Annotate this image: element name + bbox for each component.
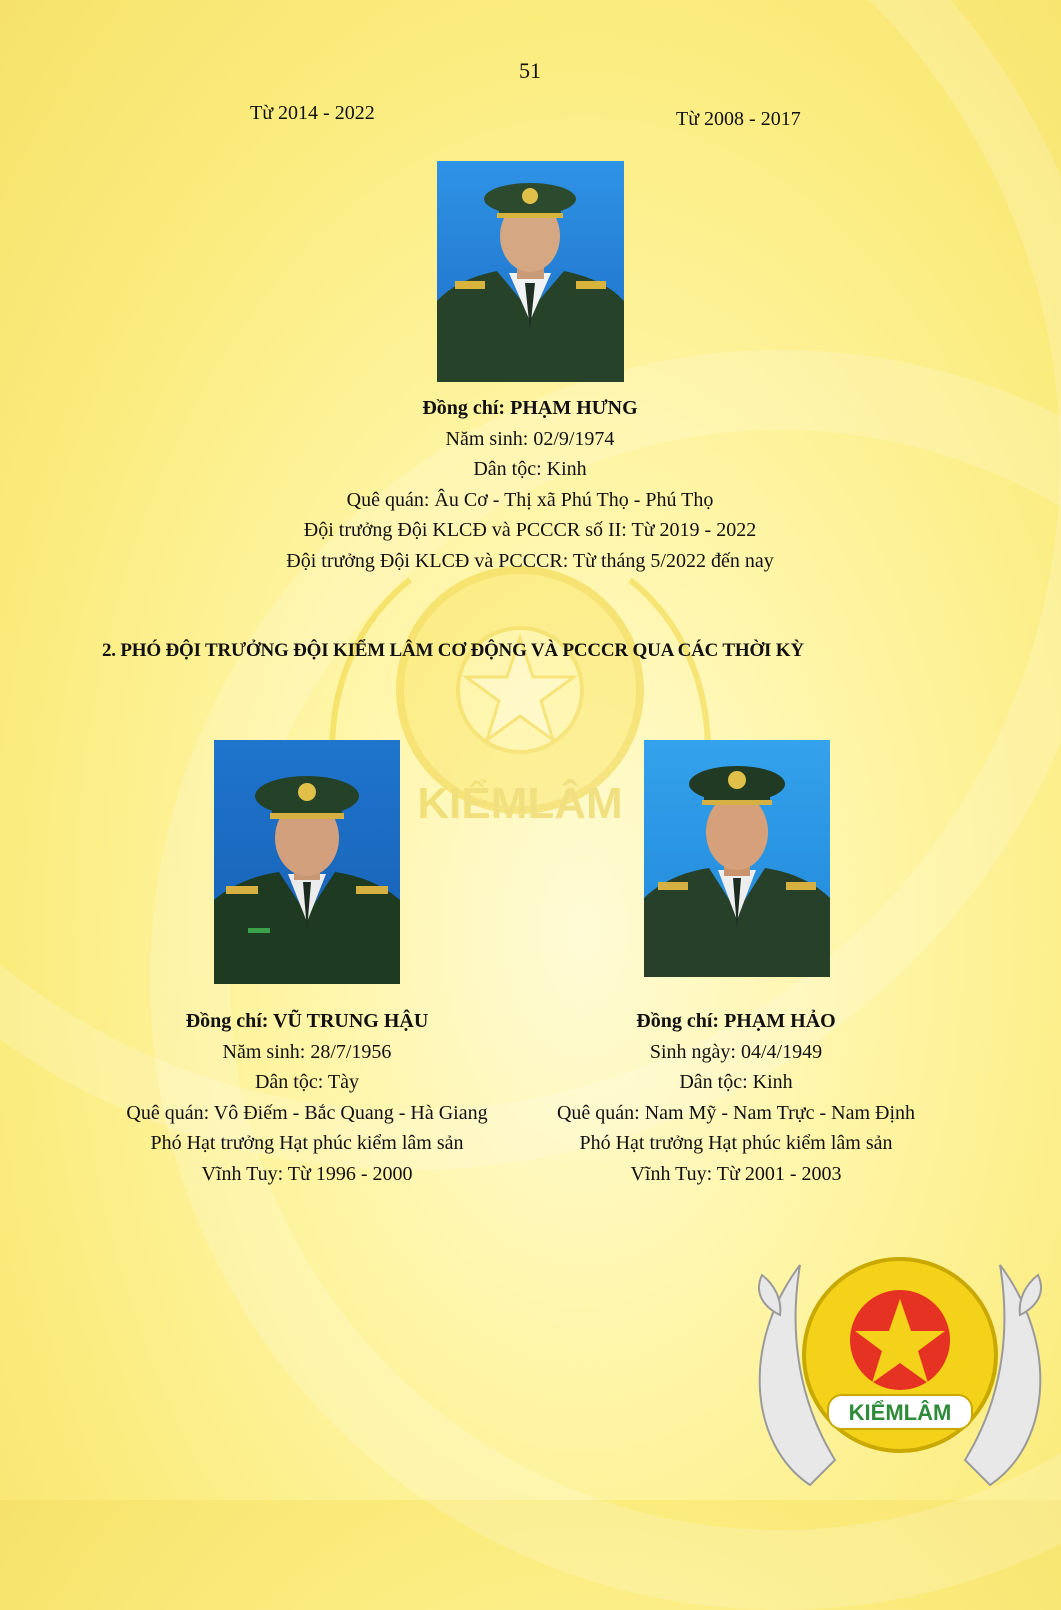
section-heading: 2. PHÓ ĐỘI TRƯỞNG ĐỘI KIỂM LÂM CƠ ĐỘNG VÀ PCCCR QUA CÁC THỜI KỲ <box>102 640 804 661</box>
position: Vĩnh Tuy: Từ 2001 - 2003 <box>630 1162 842 1185</box>
person-profile <box>180 393 880 576</box>
portrait-photo <box>214 740 400 984</box>
kiem-lam-emblem <box>740 1245 1060 1500</box>
page-number: 51 <box>519 58 541 83</box>
position: Đội trưởng Đội KLCĐ và PCCCR: Từ tháng 5/2022 đến nay <box>286 549 774 572</box>
emblem-label: KIỂMLÂM <box>848 1400 952 1425</box>
hometown: Quê quán: Nam Mỹ - Nam Trực - Nam Định <box>556 1101 916 1124</box>
period-left: Từ 2014 - 2022 <box>250 102 375 124</box>
person-name: Đồng chí: PHẠM HƯNG <box>422 397 638 419</box>
portrait-photo <box>644 740 830 977</box>
person-profile <box>516 1006 956 1189</box>
ethnicity: Dân tộc: Kinh <box>473 458 587 480</box>
ethnicity: Dân tộc: Tày <box>254 1071 360 1093</box>
person-name: Đồng chí: PHẠM HẢO <box>636 1010 836 1032</box>
person-profile <box>57 1006 557 1189</box>
portrait-photo <box>437 161 624 382</box>
birth-year: Năm sinh: 02/9/1974 <box>445 427 615 450</box>
hometown: Quê quán: Vô Điếm - Bắc Quang - Hà Giang <box>126 1101 488 1124</box>
hometown: Quê quán: Âu Cơ - Thị xã Phú Thọ - Phú Thọ <box>346 488 714 511</box>
position: Vĩnh Tuy: Từ 1996 - 2000 <box>201 1162 413 1185</box>
person-name: Đồng chí: VŨ TRUNG HẬU <box>185 1010 429 1032</box>
position: Phó Hạt trưởng Hạt phúc kiểm lâm sản <box>579 1132 893 1154</box>
position: Phó Hạt trưởng Hạt phúc kiểm lâm sản <box>150 1132 464 1154</box>
watermark-label: KIỂMLÂM <box>417 779 623 828</box>
birth-date: Năm sinh: 28/7/1956 <box>222 1040 392 1063</box>
birth-date: Sinh ngày: 04/4/1949 <box>649 1040 823 1063</box>
position: Đội trưởng Đội KLCĐ và PCCCR số II: Từ 2019 - 2022 <box>303 519 757 541</box>
ethnicity: Dân tộc: Kinh <box>679 1071 793 1093</box>
period-right: Từ 2008 - 2017 <box>676 108 801 130</box>
